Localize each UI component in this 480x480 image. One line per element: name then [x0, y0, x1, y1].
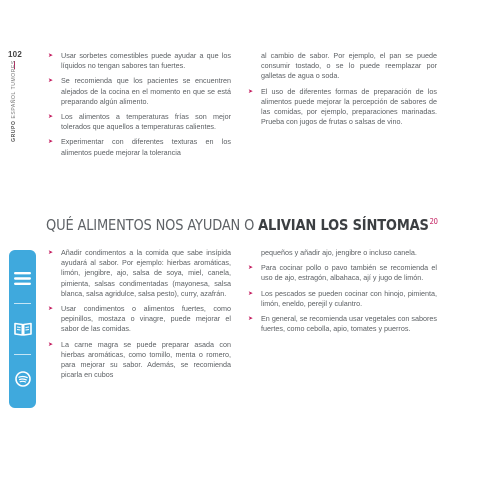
list-item	[47, 304, 231, 335]
bullet-icon: ➤	[248, 88, 254, 95]
bottom-right-column	[247, 248, 437, 339]
list-item-text: El uso de diferentes formas de preparación de los alimentos puede mejorar la percepción de sabores de las comidas, por ejemplo, preparaciones marinadas. Prueba con jugos de frutas o salsas de vino.	[261, 86, 437, 127]
list-item-text: Los pescados se pueden cocinar con hinojo, pimienta, limón, eneldo, perejil y culantro.	[261, 288, 437, 308]
list-item-text: Experimentar con diferentes texturas en los alimentos puede mejorar la tolerancia	[61, 137, 231, 157]
bullet-icon: ➤	[48, 53, 54, 59]
bullet-icon: ➤	[48, 78, 54, 85]
menu-icon[interactable]	[9, 272, 36, 285]
bullet-icon: ➤	[48, 139, 54, 146]
bullet-icon: ➤	[248, 265, 254, 272]
top-right-column	[247, 51, 437, 132]
section-heading	[46, 212, 438, 235]
page-number: 102	[8, 50, 22, 59]
panel-divider	[14, 303, 31, 304]
bullet-icon: ➤	[48, 306, 54, 313]
heading-prefix: QUÉ ALIMENTOS NOS AYUDAN O	[46, 216, 259, 235]
bullet-icon: ➤	[48, 341, 54, 348]
list-item	[47, 340, 231, 381]
spotify-icon[interactable]	[9, 371, 36, 387]
list-item-text: Añadir condimentos a la comida que sabe insípida ayudará al sabor. Por ejemplo: hierbas aromáticas, limón, jengibre, ajo, salsa de soya, miel, canela, pimienta, salsas condimentadas (mayonesa, salsa blanca, salsa agridulce, salsa pesto), curry, azafrán.	[61, 248, 231, 298]
list-item	[47, 51, 231, 71]
list-item	[47, 248, 231, 299]
media-side-panel	[9, 250, 36, 408]
list-item	[247, 314, 437, 334]
list-item-text: Usar sorbetes comestibles puede ayudar a que los líquidos no tengan sabores tan fuertes.	[61, 51, 231, 71]
book-icon[interactable]	[9, 322, 36, 336]
running-head-rest: ESPAÑOL TUMORES	[11, 60, 17, 121]
continuation-text: pequeños y añadir ajo, jengibre o incluso canela.	[261, 248, 417, 257]
list-item-text: La carne magra se puede preparar asada con hierbas aromáticas, como tomillo, menta o romero, para mejorar su sabor. Además, se recomienda picarla en cubos	[61, 339, 231, 380]
bottom-left-column	[47, 248, 231, 385]
list-item-text: Los alimentos a temperaturas frías son mejor tolerados que aquellos a temperaturas calientes.	[61, 112, 231, 132]
top-left-column	[47, 51, 231, 163]
list-item	[247, 289, 437, 309]
list-item-text: En general, se recomienda usar vegetales con sabores fuertes, como cebolla, apio, tomates y puerros.	[261, 314, 437, 334]
list-item	[247, 263, 437, 283]
running-head-bold: GRUPO	[11, 120, 17, 142]
list-item	[47, 76, 231, 107]
running-head	[7, 60, 21, 142]
list-item	[47, 137, 231, 157]
bullet-icon: ➤	[48, 250, 54, 256]
list-item-text: Se recomienda que los pacientes se encuentren alejados de la cocina en el momento en que se está preparando algún alimento.	[61, 76, 231, 106]
bullet-icon: ➤	[48, 114, 54, 121]
list-item	[47, 112, 231, 132]
panel-divider	[14, 354, 31, 355]
bullet-icon: ➤	[248, 290, 254, 297]
footnote-marker[interactable]: 20	[429, 217, 438, 226]
bullet-icon: ➤	[248, 316, 254, 323]
continuation-text: al cambio de sabor. Por ejemplo, el pan se puede consumir tostado, o se lo puede reemplazar por galletas de agua o soda.	[261, 51, 437, 81]
heading-emphasis: ALIVIAN LOS SÍNTOMAS	[258, 216, 429, 235]
list-item	[247, 87, 437, 128]
list-item-text: Usar condimentos o alimentos fuertes, como pepinillos, mostaza o vinagre, puede mejorar el sabor de las comidas.	[61, 304, 231, 334]
list-item-text: Para cocinar pollo o pavo también se recomienda el uso de ajo, estragón, albahaca, ají y jugo de limón.	[261, 263, 437, 283]
